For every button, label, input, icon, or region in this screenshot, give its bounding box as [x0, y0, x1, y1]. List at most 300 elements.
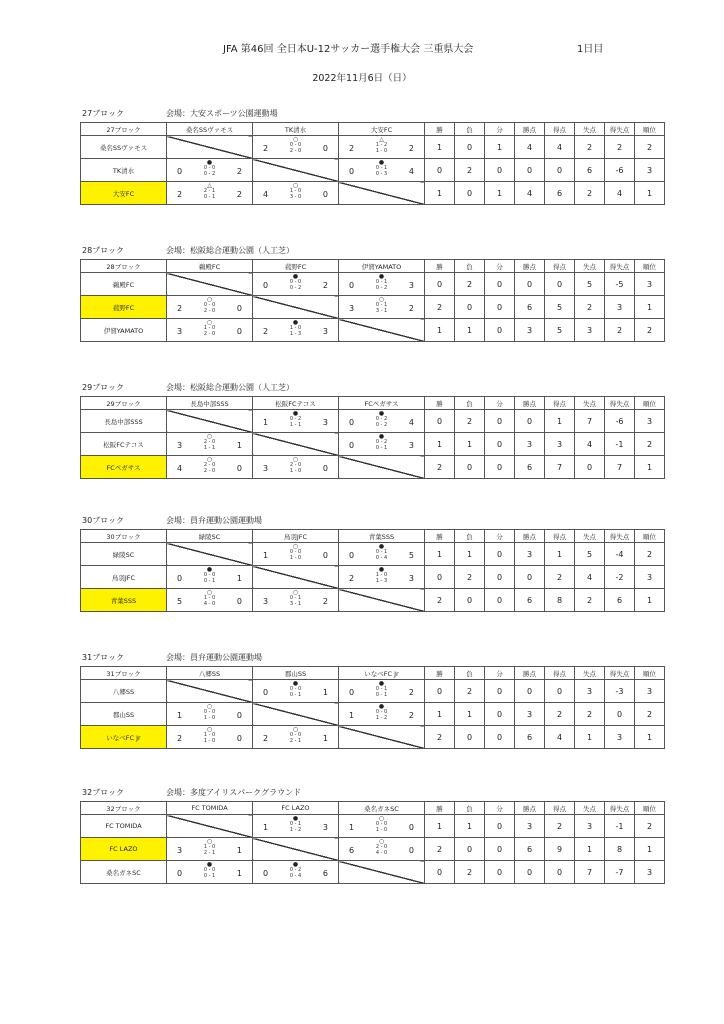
first-half-score: 0 - 1	[375, 686, 388, 692]
first-half-score: 1 - 2	[375, 142, 388, 148]
self-match-cell	[167, 273, 253, 296]
score-for: 2	[263, 144, 269, 153]
stat-cell: 0	[455, 296, 485, 319]
second-half-score: 1 - 0	[375, 827, 388, 833]
score-against: 0	[322, 144, 328, 153]
half-scores	[204, 325, 215, 337]
score-against: 4	[408, 167, 414, 176]
score-for: 4	[263, 190, 269, 199]
stat-cell: 1	[635, 296, 665, 319]
stat-cell: 6	[575, 159, 605, 182]
row-team-name: FC LAZO	[81, 838, 167, 861]
first-half-score: 0 - 1	[375, 279, 388, 285]
result-mark: ○	[206, 703, 213, 710]
stat-cell: 7	[545, 456, 575, 479]
column-header: 失点	[575, 802, 605, 815]
result-mark: ●	[378, 273, 385, 280]
header-row	[81, 260, 665, 273]
half-scores	[376, 549, 387, 561]
first-half-score: 0 - 0	[203, 302, 216, 308]
stat-cell: 0	[515, 566, 545, 589]
result-cell	[167, 861, 253, 884]
second-half-score: 2 - 1	[289, 738, 302, 744]
header-row	[81, 397, 665, 410]
first-half-score: 0 - 0	[289, 732, 302, 738]
first-half-score: 0 - 0	[375, 821, 388, 827]
stat-cell: 6	[515, 296, 545, 319]
second-half-score: 3 - 1	[375, 308, 388, 314]
result-cell	[253, 680, 339, 703]
page-title: JFA 第46回 全日本U-12サッカー選手権大会 三重県大会	[223, 44, 474, 55]
score-for: 1	[263, 823, 269, 832]
stat-cell: 0	[425, 159, 455, 182]
stat-cell: 6	[515, 838, 545, 861]
score-against: 2	[408, 144, 414, 153]
table-row	[81, 680, 665, 703]
stat-cell: 6	[605, 589, 635, 612]
table-row	[81, 273, 665, 296]
column-team-name: 大安FC	[339, 123, 425, 136]
table-row	[81, 433, 665, 456]
first-half-score: 0 - 0	[203, 165, 216, 171]
stat-cell: 2	[425, 456, 455, 479]
block-2	[80, 245, 656, 342]
result-cell	[253, 319, 339, 342]
result-box	[253, 861, 338, 883]
table-row	[81, 703, 665, 726]
self-match-cell	[167, 543, 253, 566]
score-against: 0	[236, 711, 242, 720]
self-match-cell	[253, 296, 339, 319]
score-against: 1	[236, 846, 242, 855]
stat-cell: 0	[485, 296, 515, 319]
result-cell	[339, 543, 425, 566]
stat-cell: 3	[605, 726, 635, 749]
half-scores	[290, 686, 301, 698]
first-half-score: 0 - 0	[203, 867, 216, 873]
result-box	[339, 543, 424, 565]
stat-cell: 7	[575, 410, 605, 433]
score-for: 0	[349, 441, 355, 450]
stat-cell: 0	[485, 861, 515, 884]
column-header: 負	[455, 260, 485, 273]
score-for: 3	[177, 327, 183, 336]
stat-cell: 0	[515, 680, 545, 703]
result-box	[167, 456, 252, 478]
self-match-cell	[339, 861, 425, 884]
self-match-cell	[253, 703, 339, 726]
second-half-score: 0 - 1	[375, 445, 388, 451]
standings-table	[80, 396, 665, 479]
result-box	[339, 703, 424, 725]
result-box	[339, 815, 424, 837]
stat-cell: 1	[425, 182, 455, 205]
result-mark: ○	[206, 433, 213, 440]
stat-cell: 5	[575, 273, 605, 296]
self-match-cell	[167, 815, 253, 838]
second-half-score: 0 - 1	[289, 692, 302, 698]
self-match-cell	[339, 456, 425, 479]
stat-cell: 3	[515, 433, 545, 456]
result-cell	[339, 273, 425, 296]
result-mark: ●	[292, 861, 299, 868]
second-half-score: 1 - 1	[203, 445, 216, 451]
score-against: 0	[236, 304, 242, 313]
stat-cell: 4	[515, 136, 545, 159]
row-team-name: TK清水	[81, 159, 167, 182]
score-against: 6	[322, 869, 328, 878]
column-team-name: 鳥羽JFC	[253, 530, 339, 543]
result-mark: ○	[206, 726, 213, 733]
half-scores	[376, 821, 387, 833]
result-mark: ○	[292, 726, 299, 733]
second-half-score: 0 - 4	[375, 555, 388, 561]
stat-cell: 2	[455, 410, 485, 433]
column-header: 得失点	[605, 530, 635, 543]
first-half-score: 0 - 1	[289, 821, 302, 827]
corner-cell: 32ブロック	[81, 802, 167, 815]
block-1	[80, 108, 656, 205]
column-header: 得失点	[605, 123, 635, 136]
stat-cell: -1	[605, 433, 635, 456]
result-cell	[253, 815, 339, 838]
stat-cell: 0	[485, 726, 515, 749]
half-scores	[290, 279, 301, 291]
result-box	[339, 159, 424, 181]
result-mark: △	[379, 136, 384, 143]
stat-cell: 2	[635, 319, 665, 342]
block-name: 27ブロック	[82, 109, 125, 118]
score-against: 1	[322, 734, 328, 743]
half-scores	[290, 416, 301, 428]
column-team-name: TK清水	[253, 123, 339, 136]
first-half-score: 0 - 0	[289, 142, 302, 148]
header-row	[81, 530, 665, 543]
stat-cell: 1	[455, 433, 485, 456]
score-for: 1	[349, 711, 355, 720]
stat-cell: -1	[605, 815, 635, 838]
second-half-score: 0 - 2	[289, 285, 302, 291]
block-5	[80, 652, 656, 749]
column-header: 得点	[545, 530, 575, 543]
second-half-score: 0 - 1	[203, 578, 216, 584]
block-venue: 会場：員弁運動公園運動場	[166, 653, 262, 662]
standings-table	[80, 529, 665, 612]
column-team-name: 桑名ガネSC	[339, 802, 425, 815]
column-header: 勝	[425, 397, 455, 410]
result-mark: ●	[378, 703, 385, 710]
result-box	[167, 296, 252, 318]
result-mark: ○	[292, 136, 299, 143]
half-scores	[204, 165, 215, 177]
stat-cell: 3	[635, 273, 665, 296]
result-box	[167, 703, 252, 725]
stat-cell: 1	[575, 838, 605, 861]
column-header: 分	[485, 397, 515, 410]
first-half-score: 0 - 2	[375, 439, 388, 445]
table-row	[81, 159, 665, 182]
result-cell	[167, 566, 253, 589]
stat-cell: 3	[635, 566, 665, 589]
day-label: 1日目	[577, 44, 604, 55]
half-scores	[290, 867, 301, 879]
block-name: 30ブロック	[82, 516, 125, 525]
table-row	[81, 182, 665, 205]
score-for: 3	[177, 846, 183, 855]
stat-cell: -3	[605, 680, 635, 703]
first-half-score: 0 - 2	[289, 867, 302, 873]
column-team-name: 青葉SSS	[339, 530, 425, 543]
block-venue: 会場：松阪総合運動公園（人工芝）	[166, 383, 294, 392]
score-against: 3	[322, 418, 328, 427]
column-header: 負	[455, 123, 485, 136]
half-scores	[204, 844, 215, 856]
second-half-score: 1 - 0	[289, 555, 302, 561]
standings-table	[80, 122, 665, 205]
result-cell	[253, 410, 339, 433]
result-mark: ○	[292, 543, 299, 550]
result-cell	[167, 838, 253, 861]
stat-cell: 1	[545, 410, 575, 433]
stat-cell: 0	[485, 589, 515, 612]
stat-cell: 1	[635, 589, 665, 612]
half-scores	[290, 732, 301, 744]
result-mark: ●	[378, 543, 385, 550]
result-box	[253, 182, 338, 204]
stat-cell: 6	[515, 456, 545, 479]
second-half-score: 0 - 2	[375, 422, 388, 428]
half-scores	[204, 572, 215, 584]
half-scores	[204, 188, 215, 200]
row-team-name: 鵜殿FC	[81, 273, 167, 296]
header-row	[81, 123, 665, 136]
stat-cell: 3	[515, 543, 545, 566]
score-against: 3	[322, 327, 328, 336]
half-scores	[290, 188, 301, 200]
half-scores	[376, 686, 387, 698]
stat-cell: 0	[455, 726, 485, 749]
stat-cell: 2	[605, 136, 635, 159]
stat-cell: 0	[485, 838, 515, 861]
stat-cell: 3	[545, 433, 575, 456]
result-cell	[339, 433, 425, 456]
half-scores	[290, 142, 301, 154]
column-header: 勝点	[515, 667, 545, 680]
score-against: 4	[408, 418, 414, 427]
result-cell	[253, 182, 339, 205]
stat-cell: 3	[515, 703, 545, 726]
column-team-name: いなべFC Jr	[339, 667, 425, 680]
column-header: 分	[485, 667, 515, 680]
result-mark: ●	[378, 566, 385, 573]
score-against: 1	[236, 574, 242, 583]
second-half-score: 0 - 3	[375, 171, 388, 177]
result-box	[339, 296, 424, 318]
first-half-score: 0 - 1	[289, 595, 302, 601]
column-team-name: FCペガサス	[339, 397, 425, 410]
half-scores	[376, 709, 387, 721]
score-against: 2	[236, 190, 242, 199]
stat-cell: -5	[605, 273, 635, 296]
stat-cell: 1	[635, 456, 665, 479]
stat-cell: 0	[515, 273, 545, 296]
result-cell	[339, 680, 425, 703]
stat-cell: 1	[455, 703, 485, 726]
block-header	[80, 382, 644, 394]
column-header: 勝	[425, 260, 455, 273]
self-match-cell	[339, 319, 425, 342]
row-team-name: 緑陵SC	[81, 543, 167, 566]
result-mark: ○	[206, 319, 213, 326]
first-half-score: 0 - 2	[375, 416, 388, 422]
second-half-score: 0 - 1	[203, 194, 216, 200]
stat-cell: 1	[485, 182, 515, 205]
stat-cell: 1	[485, 136, 515, 159]
result-mark: ○	[206, 838, 213, 845]
stat-cell: 2	[575, 589, 605, 612]
score-against: 0	[236, 464, 242, 473]
result-box	[339, 680, 424, 702]
standings-table	[80, 801, 665, 884]
stat-cell: -2	[605, 566, 635, 589]
score-for: 2	[177, 734, 183, 743]
result-mark: ○	[378, 296, 385, 303]
result-mark: ○	[292, 456, 299, 463]
stat-cell: 4	[545, 136, 575, 159]
half-scores	[376, 302, 387, 314]
stat-cell: 2	[635, 543, 665, 566]
stat-cell: 0	[455, 589, 485, 612]
second-half-score: 2 - 1	[203, 850, 216, 856]
score-against: 2	[408, 304, 414, 313]
score-against: 0	[322, 551, 328, 560]
result-cell	[253, 589, 339, 612]
second-half-score: 1 - 0	[203, 738, 216, 744]
stat-cell: 0	[455, 838, 485, 861]
first-half-score: 2 - 1	[203, 188, 216, 194]
result-cell	[253, 543, 339, 566]
block-venue: 会場：大安スポーツ公園運動場	[166, 109, 278, 118]
first-half-score: 0 - 0	[203, 709, 216, 715]
stat-cell: 3	[575, 815, 605, 838]
score-for: 3	[349, 304, 355, 313]
second-half-score: 4 - 0	[375, 850, 388, 856]
stat-cell: 6	[545, 182, 575, 205]
score-for: 0	[349, 688, 355, 697]
result-cell	[167, 433, 253, 456]
row-team-name: 桑名SSヴァモス	[81, 136, 167, 159]
stat-cell: 1	[425, 433, 455, 456]
result-mark: ○	[378, 815, 385, 822]
stat-cell: 0	[515, 861, 545, 884]
result-cell	[253, 861, 339, 884]
stat-cell: 0	[485, 433, 515, 456]
result-cell	[167, 319, 253, 342]
column-header: 順位	[635, 802, 665, 815]
score-against: 5	[408, 551, 414, 560]
stat-cell: 1	[545, 543, 575, 566]
column-header: 得点	[545, 802, 575, 815]
stat-cell: 2	[635, 703, 665, 726]
result-mark: ●	[206, 861, 213, 868]
column-team-name: FC TOMIDA	[167, 802, 253, 815]
result-cell	[167, 456, 253, 479]
first-half-score: 1 - 0	[375, 572, 388, 578]
stat-cell: 3	[575, 319, 605, 342]
score-for: 1	[177, 711, 183, 720]
result-box	[167, 838, 252, 860]
result-cell	[339, 838, 425, 861]
stat-cell: 2	[425, 296, 455, 319]
result-box	[339, 410, 424, 432]
stat-cell: 0	[455, 182, 485, 205]
half-scores	[204, 595, 215, 607]
stat-cell: 1	[455, 543, 485, 566]
block-4	[80, 515, 656, 612]
row-team-name: 郡山SS	[81, 703, 167, 726]
table-row	[81, 815, 665, 838]
corner-cell: 29ブロック	[81, 397, 167, 410]
second-half-score: 3 - 0	[289, 194, 302, 200]
block-header	[80, 108, 644, 120]
column-header: 分	[485, 530, 515, 543]
score-for: 0	[349, 167, 355, 176]
result-cell	[339, 159, 425, 182]
self-match-cell	[253, 159, 339, 182]
corner-cell: 27ブロック	[81, 123, 167, 136]
block-venue: 会場：員弁運動公園運動場	[166, 516, 262, 525]
half-scores	[376, 142, 387, 154]
first-half-score: 1 - 0	[289, 188, 302, 194]
stat-cell: 0	[425, 861, 455, 884]
half-scores	[290, 549, 301, 561]
second-half-score: 1 - 0	[375, 148, 388, 154]
second-half-score: 0 - 2	[203, 171, 216, 177]
stat-cell: 8	[545, 589, 575, 612]
stat-cell: 2	[635, 433, 665, 456]
stat-cell: 0	[485, 410, 515, 433]
second-half-score: 2 - 0	[289, 148, 302, 154]
result-cell	[339, 410, 425, 433]
result-cell	[167, 182, 253, 205]
result-box	[167, 726, 252, 748]
stat-cell: 2	[575, 703, 605, 726]
result-mark: ○	[378, 838, 385, 845]
stat-cell: 0	[485, 543, 515, 566]
stat-cell: 3	[515, 815, 545, 838]
stat-cell: 0	[485, 319, 515, 342]
score-against: 1	[322, 688, 328, 697]
column-header: 得失点	[605, 667, 635, 680]
first-half-score: 0 - 1	[375, 165, 388, 171]
column-header: 分	[485, 802, 515, 815]
column-header: 得点	[545, 397, 575, 410]
stat-cell: 0	[485, 703, 515, 726]
score-against: 0	[408, 846, 414, 855]
stat-cell: 2	[545, 703, 575, 726]
score-for: 0	[177, 869, 183, 878]
stat-cell: 2	[635, 815, 665, 838]
column-header: 負	[455, 802, 485, 815]
header-row	[81, 667, 665, 680]
stat-cell: 0	[575, 456, 605, 479]
stat-cell: 1	[455, 319, 485, 342]
score-for: 4	[177, 464, 183, 473]
page-header	[0, 40, 724, 54]
stat-cell: 7	[575, 861, 605, 884]
column-header: 得失点	[605, 397, 635, 410]
score-against: 0	[236, 327, 242, 336]
